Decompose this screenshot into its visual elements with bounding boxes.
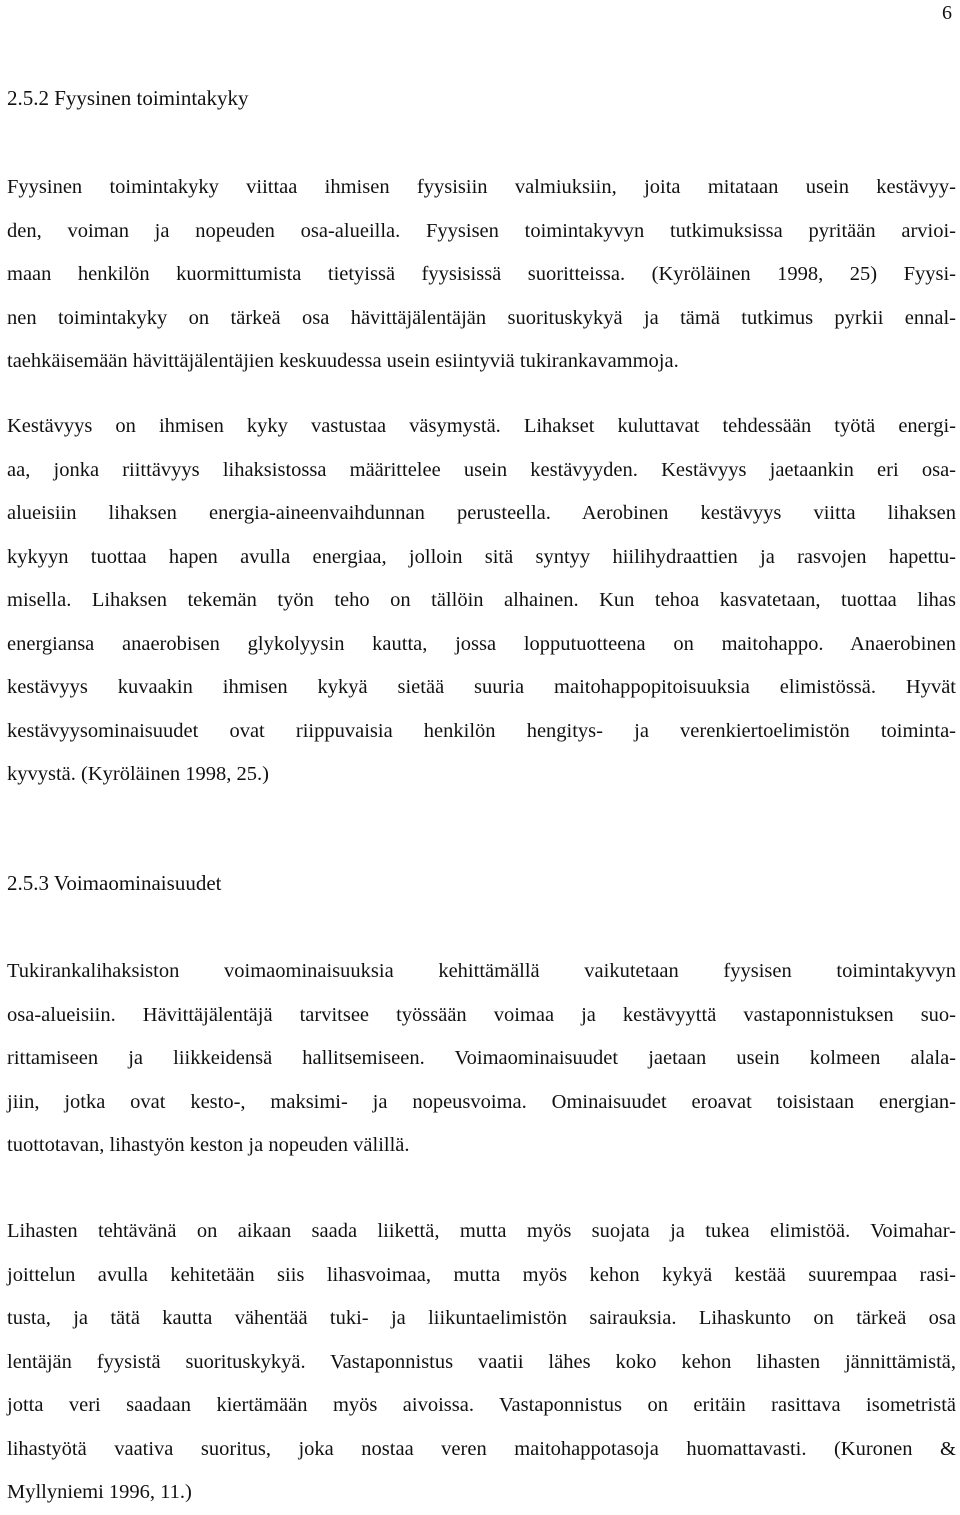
text-line: Kestävyys on ihmisen kyky vastustaa väsymystä. Lihakset kuluttavat tehdessään työtä energi- (7, 415, 956, 437)
text-line: Lihasten tehtävänä on aikaan saada liikettä, mutta myös suojata ja tukea elimistöä. Voimahar- (7, 1220, 956, 1242)
text-line: rittamiseen ja liikkeidensä hallitsemiseen. Voimaominaisuudet jaetaan usein kolmeen alala- (7, 1047, 956, 1069)
text-line: Myllyniemi 1996, 11.) (7, 1481, 192, 1503)
text-line: misella. Lihaksen tekemän työn teho on tällöin alhainen. Kun tehoa kasvatetaan, tuottaa lihas (7, 589, 956, 611)
text-line: tuottotavan, lihastyön keston ja nopeuden välillä. (7, 1134, 410, 1156)
text-line: aa, jonka riittävyys lihaksistossa määrittelee usein kestävyyden. Kestävyys jaetaankin eri osa- (7, 458, 956, 481)
paragraph-endurance (7, 405, 956, 797)
section-heading-2-5-2: 2.5.2 Fyysinen toimintakyky (7, 86, 249, 110)
paragraph-muscle-function (7, 1210, 956, 1515)
text-line: tusta, ja tätä kautta vähentää tuki- ja liikuntaelimistön sairauksia. Lihaskunto on tärkeä osa (7, 1307, 956, 1329)
text-line: den, voiman ja nopeuden osa-alueilla. Fyysisen toimintakyvyn tutkimuksissa pyritään arvioi- (7, 219, 956, 242)
text-line: kykyyn tuottaa hapen avulla energiaa, jolloin sitä syntyy hiilihydraattien ja rasvojen hapettu- (7, 545, 956, 568)
text-line: nen toimintakyky on tärkeä osa hävittäjälentäjän suorituskykyä ja tämä tutkimus pyrkii ennal- (7, 306, 956, 329)
page-number: 6 (942, 2, 952, 24)
text-line: kyvystä. (Kyröläinen 1998, 25.) (7, 763, 269, 785)
text-line: alueisiin lihaksen energia-aineenvaihdunnan perusteella. Aerobinen kestävyys viitta lihaksen (7, 502, 956, 524)
text-line: lihastyötä vaativa suoritus, joka nostaa veren maitohappotasoja huomattavasti. (Kuronen & (7, 1437, 956, 1460)
text-line: jotta veri saadaan kiertämään myös aivoissa. Vastaponnistus on eritäin rasittava isometristä (7, 1394, 956, 1416)
text-line: lentäjän fyysistä suorituskykyä. Vastaponnistus vaatii lähes koko kehon lihasten jännittämistä, (7, 1350, 956, 1373)
text-line: jiin, jotka ovat kesto-, maksimi- ja nopeusvoima. Ominaisuudet eroavat toisistaan energian- (7, 1090, 956, 1113)
paragraph-physical-functional-capacity (7, 166, 956, 384)
text-line: Fyysinen toimintakyky viittaa ihmisen fyysisiin valmiuksiin, joita mitataan usein kestävyy- (7, 176, 956, 198)
text-line: joittelun avulla kehitetään siis lihasvoimaa, mutta myös kehon kykyä kestää suurempaa rasi- (7, 1263, 956, 1286)
text-line: taehkäisemään hävittäjälentäjien keskuudessa usein esiintyviä tukirankavammoja. (7, 350, 679, 372)
paragraph-strength-properties (7, 950, 956, 1168)
text-line: osa-alueisiin. Hävittäjälentäjä tarvitsee työssään voimaa ja kestävyyttä vastaponnistuksen suo- (7, 1003, 956, 1026)
section-heading-2-5-3: 2.5.3 Voimaominaisuudet (7, 871, 222, 895)
text-line: maan henkilön kuormittumista tietyissä fyysisissä suoritteissa. (Kyröläinen 1998, 25) Fyysi- (7, 263, 956, 285)
text-line: kestävyysominaisuudet ovat riippuvaisia henkilön hengitys- ja verenkiertoelimistön toiminta- (7, 719, 956, 742)
text-line: energiansa anaerobisen glykolyysin kautta, jossa lopputuotteena on maitohappo. Anaerobinen (7, 632, 956, 655)
text-line: Tukirankalihaksiston voimaominaisuuksia kehittämällä vaikutetaan fyysisen toimintakyvyn (7, 960, 956, 982)
text-line: kestävyys kuvaakin ihmisen kykyä sietää suuria maitohappopitoisuuksia elimistössä. Hyvät (7, 676, 956, 698)
